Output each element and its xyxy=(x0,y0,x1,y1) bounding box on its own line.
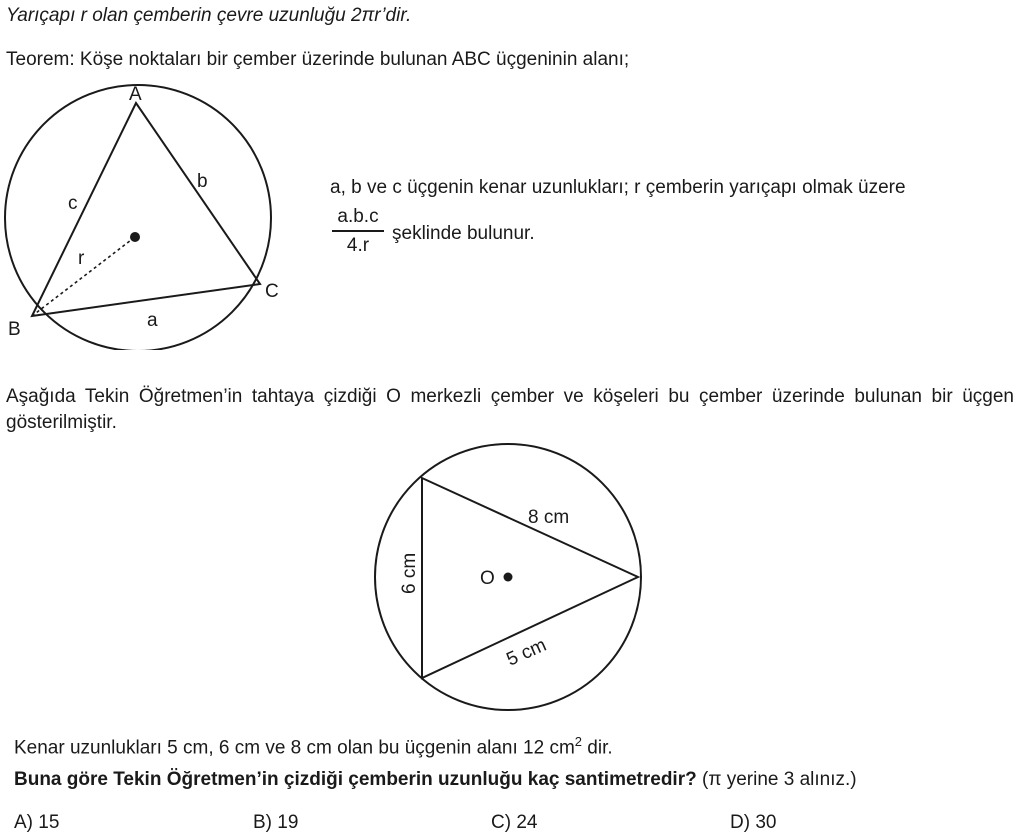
fraction-bar xyxy=(332,230,384,232)
description-paragraph: Aşağıda Tekin Öğretmen’in tahtaya çizdiği O merkezli çember ve köşeleri bu çember üzerinde bulunan bir üçgen gösterilmiştir. xyxy=(6,386,1014,433)
formula-caption: şeklinde bulunur. xyxy=(392,223,535,244)
circumcircle xyxy=(5,85,271,350)
label-side-b: b xyxy=(197,171,208,192)
area-formula xyxy=(332,205,384,258)
given-text xyxy=(14,730,613,760)
label-vertex-b: B xyxy=(8,319,21,340)
option-b[interactable]: B) 19 xyxy=(253,812,299,833)
given-main: Kenar uzunlukları 5 cm, 6 cm ve 8 cm olan bu üçgenin alanı 12 cm xyxy=(14,737,575,759)
given-tail: dir. xyxy=(582,737,613,759)
option-c[interactable]: C) 24 xyxy=(491,812,538,833)
formula-numerator: a.b.c xyxy=(337,206,379,227)
question-bold: Buna göre Tekin Öğretmen’in çizdiği çemberin uzunluğu kaç santimetredir? xyxy=(14,769,697,790)
label-side-c: c xyxy=(68,193,78,214)
label-vertex-c: C xyxy=(265,281,279,302)
figure-circle-o xyxy=(360,440,660,730)
option-d[interactable]: D) 30 xyxy=(730,812,777,833)
condition-text: a, b ve c üçgenin kenar uzunlukları; r çemberin yarıçapı olmak üzere xyxy=(330,177,906,198)
center-point xyxy=(130,232,140,242)
side-label-6cm: 6 cm xyxy=(399,552,420,594)
center-o-label: O xyxy=(480,568,495,589)
center-o-point xyxy=(504,573,513,582)
label-side-a: a xyxy=(147,310,158,331)
formula-denominator: 4.r xyxy=(346,234,370,256)
intro-text: Yarıçapı r olan çemberin çevre uzunluğu 2πr’dir. xyxy=(6,5,412,26)
triangle-abc xyxy=(32,103,260,316)
given-exponent: 2 xyxy=(574,734,583,749)
option-a[interactable]: A) 15 xyxy=(14,812,60,833)
label-vertex-a: A xyxy=(129,84,142,105)
question-text xyxy=(14,768,857,792)
question-hint: (π yerine 3 alınız.) xyxy=(696,769,857,790)
theorem-text: Teorem: Köşe noktaları bir çember üzerinde bulunan ABC üçgeninin alanı; xyxy=(6,49,630,70)
side-label-5cm: 5 cm xyxy=(503,634,550,671)
side-label-8cm: 8 cm xyxy=(528,507,570,528)
figure-triangle-abc xyxy=(0,80,300,350)
label-radius-r: r xyxy=(78,248,85,269)
